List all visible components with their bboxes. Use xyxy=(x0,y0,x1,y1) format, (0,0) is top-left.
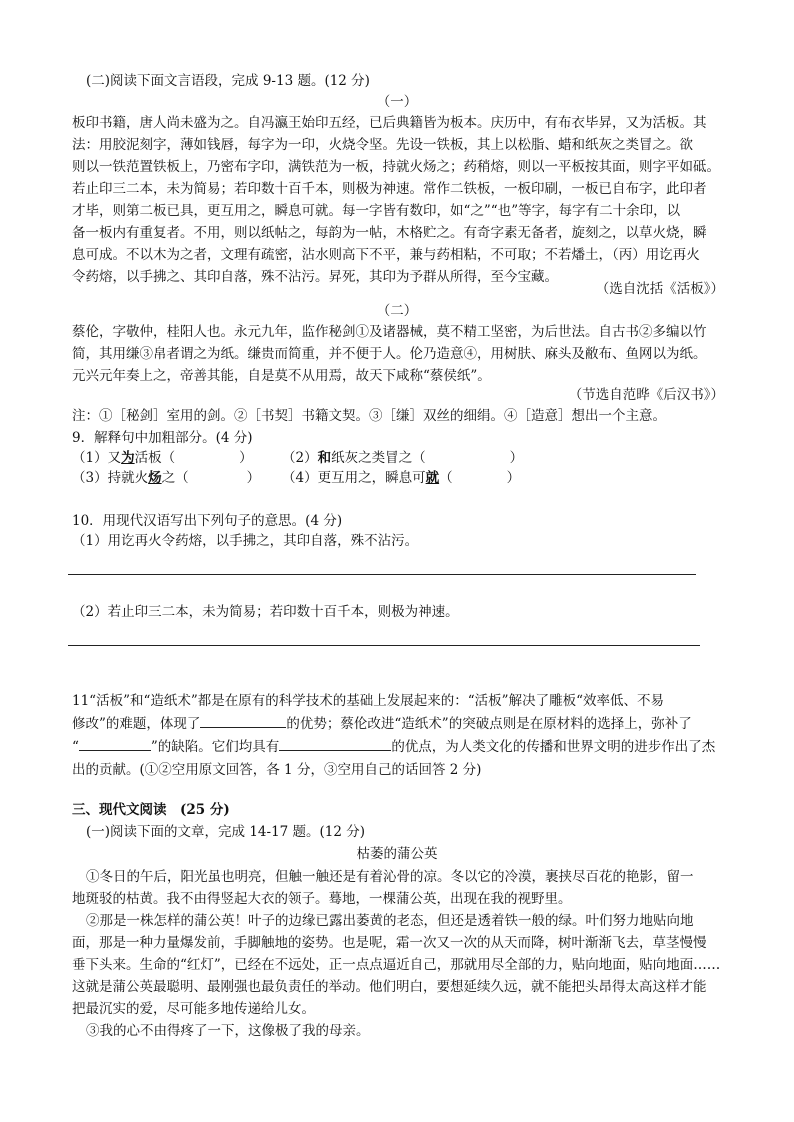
essay-line: 垂下头来。生命的“红灯”，已经在不远处，正一点点逼近自己，那就用尽全部的力，贴向地面，贴向地面…… xyxy=(72,957,721,973)
q11-line-2 xyxy=(72,713,724,735)
q11-blank-2[interactable] xyxy=(79,736,151,751)
essay-line: 地斑驳的枯黄。我不由得竖起大衣的领子。蓦地，一棵蒲公英，出现在我的视野里。 xyxy=(72,891,572,907)
essay-line: ③我的心不由得疼了一下，这像极了我的母亲。 xyxy=(86,1023,370,1039)
part2-label: （二） xyxy=(376,303,418,319)
passage2-line: 元兴元年奏上之，帝善其能，自是莫不从用焉，故天下咸称“蔡侯纸”。 xyxy=(72,368,491,384)
q9-item-text: 活板（ xyxy=(134,450,176,466)
q10-sentence-2: （2）若止印三二本，未为简易；若印数十百千本，则极为神速。 xyxy=(72,604,459,620)
essay-line: 把最沉实的爱，尽可能多地传递给儿女。 xyxy=(72,1001,315,1017)
q9-item-1 xyxy=(72,447,253,469)
q10-stem: 10．用现代汉语写出下列句子的意思。(4 分) xyxy=(72,513,343,529)
passage1-line: 备一板内有重复者。不用，则以纸帖之，每韵为一帖，木格贮之。有奇字素无备者，旋刻之，以草火烧，瞬 xyxy=(72,225,707,241)
passage2-line: 蔡伦，字敬仲，桂阳人也。永元九年，监作秘剑①及诸器械，莫不精工坚密，为后世法。自古书②多编以竹 xyxy=(72,324,707,340)
q9-item-text: （4）更互用之，瞬息可 xyxy=(282,470,426,486)
passage1-line: 则以一铁范置铁板上，乃密布字印，满铁范为一板，持就火炀之；药稍熔，则以一平板按其面，则字平如砥。 xyxy=(72,159,720,175)
q11-text: 修改”的难题，体现了 xyxy=(72,716,201,732)
q9-key-word: 炀 xyxy=(148,470,162,486)
section3-sub: (一)阅读下面的文章，完成 14-17 题。(12 分) xyxy=(86,824,366,840)
q9-item-4 xyxy=(282,467,520,489)
q10-sentence-1: （1）用讫再火令药熔，以手拂之，其印自落，殊不沾污。 xyxy=(72,533,419,549)
passage2-line: 简，其用缣③帛者谓之为纸。缣贵而简重，并不便于人。伦乃造意④，用树肤、麻头及敝布、鱼网以为纸。 xyxy=(72,346,707,362)
q9-key-word: 就 xyxy=(425,470,440,486)
q9-item-text: （1）又 xyxy=(72,450,122,466)
q11-blank-1[interactable] xyxy=(200,713,286,728)
essay-line: 面，那是一种力量爆发前，手脚触地的姿势。也是呢，霜一次又一次的从天而降，树叶渐渐飞去，草茎慢慢 xyxy=(72,935,707,951)
q9-item-text: ） xyxy=(246,470,261,486)
section3-heading: 三、现代文阅读 (25 分) xyxy=(72,802,230,818)
answer-line-1[interactable] xyxy=(68,574,696,575)
q9-item-2 xyxy=(282,447,523,469)
q9-key-word: 为 xyxy=(121,450,135,466)
q9-item-text: （ xyxy=(439,470,453,486)
essay-line: ②那是一株怎样的蒲公英！叶子的边缘已露出萎黄的老态，但还是透着铁一般的绿。叶们努力地贴向地 xyxy=(86,913,694,929)
q9-item-text: ） xyxy=(509,450,524,466)
passage1-line: 若止印三二本，未为简易；若印数十百千本，则极为神速。常作二铁板，一板印刷，一板已自布字，此印者 xyxy=(72,181,707,197)
q11-text: ”的缺陷。它们均具有 xyxy=(150,739,280,755)
q11-text: 的优点，为人类文化的传播和世界文明的进步作出了杰 xyxy=(391,739,716,755)
passage1-line: 法：用胶泥刻字，薄如钱唇，每字为一印，火烧令坚。先设一铁板，其上以松脂、蜡和纸灰之类冒之。欲 xyxy=(72,137,693,153)
notes: 注：①［秘剑］室用的剑。②［书契］书籍文契。③［缣］双丝的细绢。④［造意］想出一个主意。 xyxy=(72,408,666,424)
q11-line-3 xyxy=(72,736,724,758)
essay-title: 枯萎的蒲公英 xyxy=(356,846,438,862)
part1-label: （一） xyxy=(376,94,418,110)
essay-line: 这就是蒲公英最聪明、最刚强也最负责任的举动。他们明白，要想延续久远，就不能把头昂得太高这样才能 xyxy=(72,979,707,995)
source1: （选自沈括《活板》） xyxy=(595,281,724,297)
answer-line-2[interactable] xyxy=(68,645,700,646)
section2-heading: (二)阅读下面文言语段，完成 9-13 题。(12 分) xyxy=(86,73,370,89)
q9-item-text: ） xyxy=(239,450,253,466)
q11-line: 出的贡献。(①②空用原文回答，各 1 分，③空用自己的话回答 2 分) xyxy=(72,762,482,778)
q9-item-text: ） xyxy=(506,470,521,486)
q9-key-word: 和 xyxy=(317,450,332,466)
essay-line: ①冬日的午后，阳光虽也明亮，但触一触还是有着沁骨的凉。冬以它的冷漠，裹挟尽百花的艳影，留一 xyxy=(86,869,694,885)
q9-item-text: 之（ xyxy=(161,470,189,486)
passage1-line: 板印书籍，唐人尚未盛为之。自冯瀛王始印五经，已后典籍皆为板本。庆历中，有布衣毕昇，又为活板。其 xyxy=(72,115,707,131)
q9-stem: 9．解释句中加粗部分。(4 分) xyxy=(72,430,253,446)
source2: （节选自范晔《后汉书》） xyxy=(568,387,724,403)
q9-item-3 xyxy=(72,467,260,489)
q11-text: “ xyxy=(72,739,79,755)
q9-item-text: （2） xyxy=(282,450,318,466)
passage1-line: 令药熔，以手拂之、其印自落，殊不沾污。昇死，其印为予群从所得，至今宝藏。 xyxy=(72,269,558,285)
passage1-line: 息可成。不以木为之者，文理有疏密，沾水则高下不平，兼与药相粘，不可取；不若燔土，（丙）用讫再火 xyxy=(72,247,700,263)
q9-item-text: 纸灰之类冒之（ xyxy=(331,450,426,466)
q11-text: 的优势；蔡伦改进“造纸术”的突破点则是在原材料的选择上，弥补了 xyxy=(286,716,692,732)
q11-blank-3[interactable] xyxy=(279,736,391,751)
q9-item-text: （3）持就火 xyxy=(72,470,149,486)
q11-line: 11“活板”和“造纸术”都是在原有的科学技术的基础上发展起来的：“活板”解决了雕板“效率低、不易 xyxy=(72,693,664,709)
passage1-line: 才毕，则第二板已具，更互用之，瞬息可就。每一字皆有数印，如“之”“也”等字，每字有二十余印，以 xyxy=(72,203,681,219)
